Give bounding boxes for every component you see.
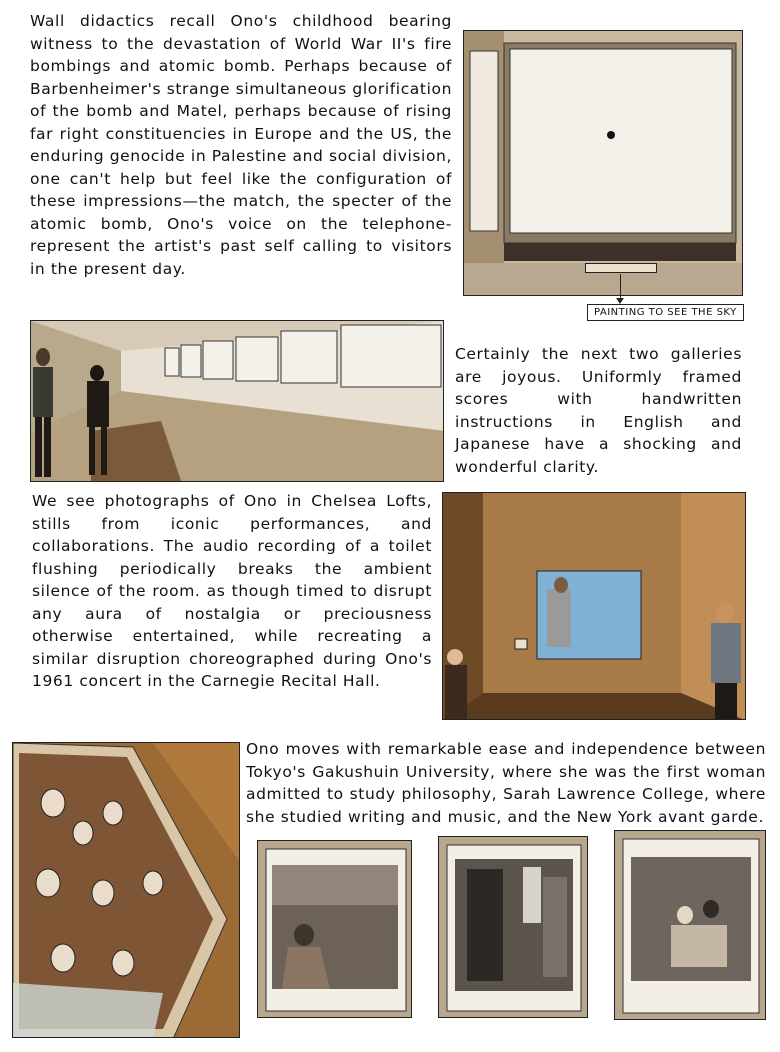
panel-gallery-hallway — [30, 320, 444, 482]
painting-caption: PAINTING TO SEE THE SKY — [587, 304, 744, 321]
paragraph-1: Wall didactics recall Ono's childhood bearing witness to the devastation of World War II's fire bombings and atomic bomb. Perhaps because of Barbenheimer's strange simultaneous glorification of the bomb and Matel, perhaps because of rising far right constituencies in Europe and the US, the enduring genocide in Palestine and social division, one can't help but feel like the configuration of these impressions—the match, the specter of the atomic bomb, Ono's voice on the telephone- represent the artist's past self calling to visitors in the present day. — [30, 12, 452, 278]
gallery-wall-illustration — [464, 31, 743, 296]
panel-framed-photo-1 — [257, 840, 412, 1018]
panel-painting-to-see-the-sky — [463, 30, 743, 296]
caption-arrow — [620, 274, 621, 300]
panel-projection-room — [442, 492, 746, 720]
panel-framed-photo-3 — [614, 830, 766, 1020]
panel-framed-photo-2 — [438, 836, 588, 1018]
paragraph-3: We see photographs of Ono in Chelsea Lofts, stills from iconic performances, and collaborations. The audio recording of a toilet flushing periodically breaks the ambient silence of the room. as though timed to disrupt any aura of nostalgia or preciousness otherwise entertained, while recreating a similar disruption choreographed during Ono's 1961 concert in the Carnegie Recital Hall. — [32, 492, 432, 690]
panel-tilted-gallery — [12, 742, 240, 1038]
painting-wall-label — [585, 263, 657, 273]
paragraph-2: Certainly the next two galleries are joyous. Uniformly framed scores with handwritten instructions in English and Japanese have a shocking and wonderful clarity. — [455, 345, 742, 476]
paragraph-4: Ono moves with remarkable ease and independence between Tokyo's Gakushuin University, where she was the first woman admitted to study philosophy, Sarah Lawrence College, where she studied writing and music, and the New York avant garde. — [246, 740, 766, 826]
